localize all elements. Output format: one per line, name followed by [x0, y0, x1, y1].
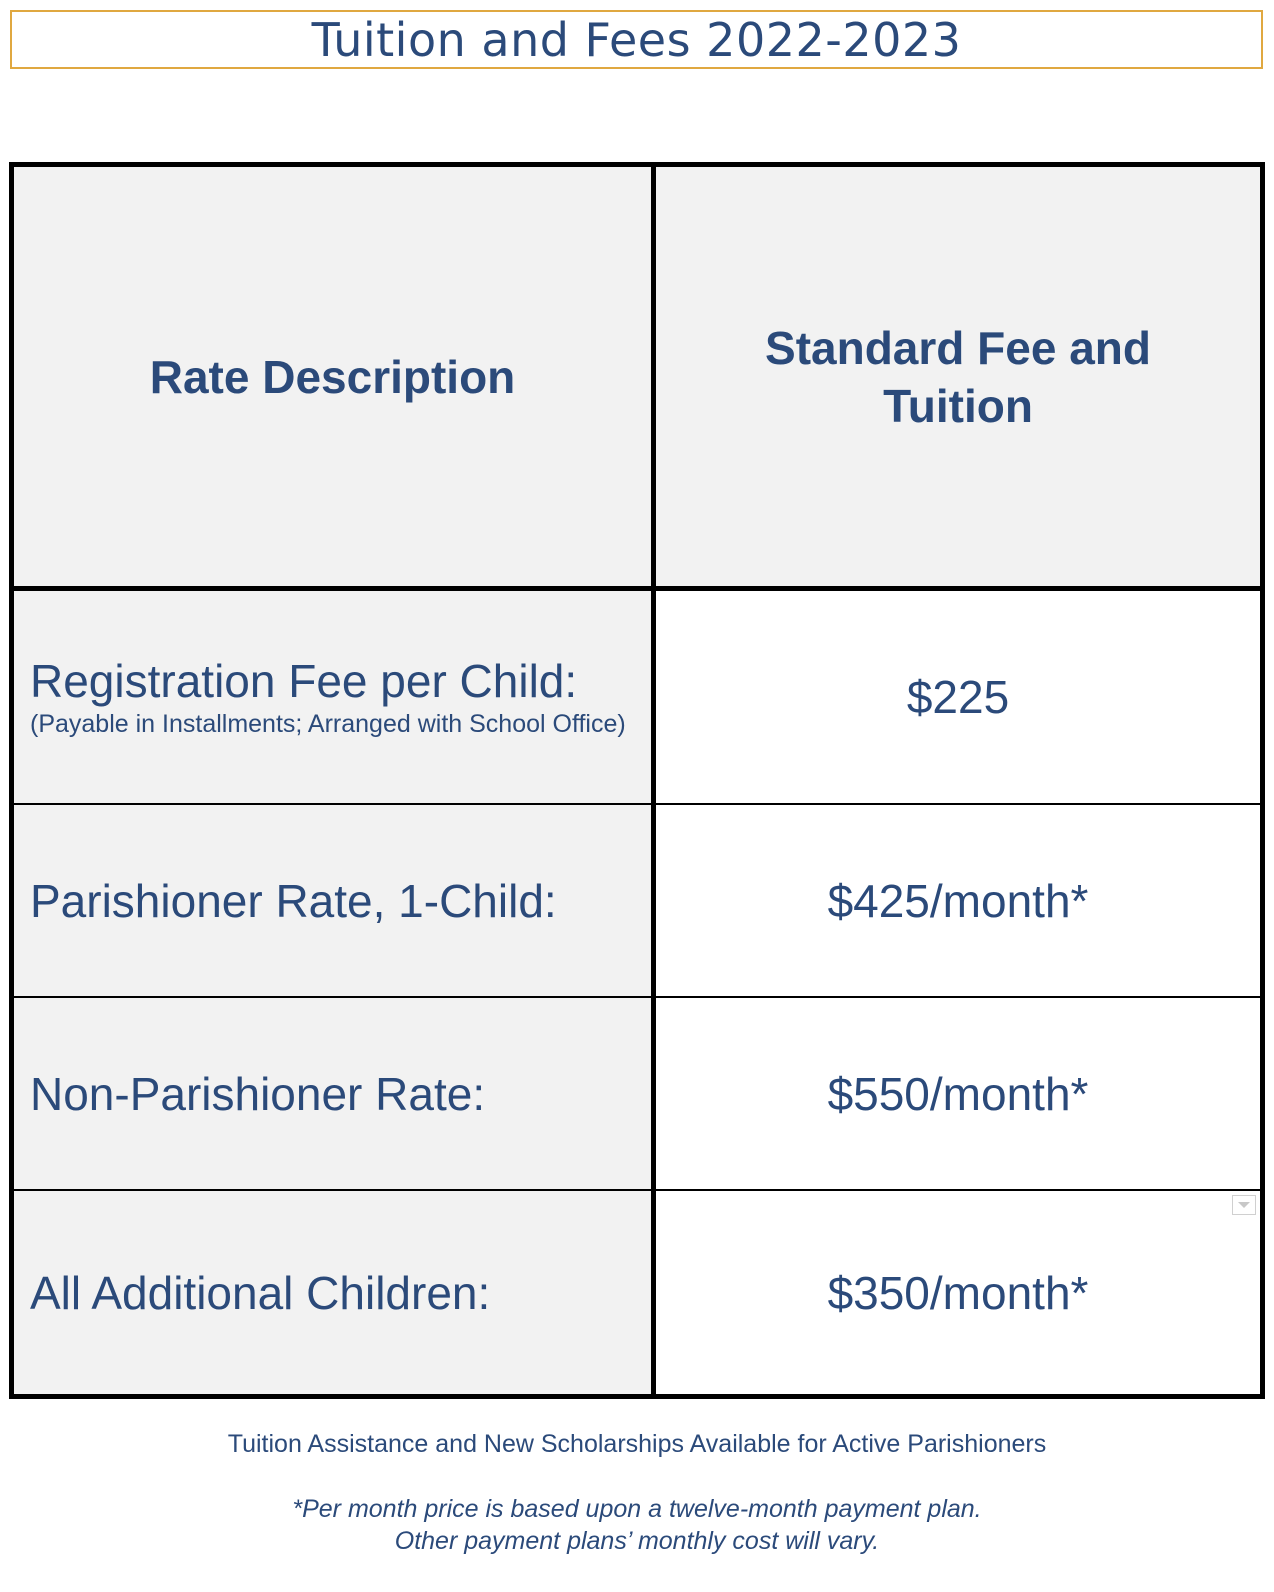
- table-row-registration-value: $225: [656, 591, 1260, 805]
- row-sublabel: (Payable in Installments; Arranged with School Office): [30, 709, 626, 738]
- table-row-non-parishioner-value: $550/month*: [656, 998, 1260, 1191]
- table-row-registration-label: [14, 591, 651, 805]
- payment-plan-note-line2: Other payment plans’ monthly cost will vary.: [394, 1527, 880, 1555]
- table-row-additional-label: All Additional Children:: [14, 1191, 651, 1394]
- header-standard-fee: Standard Fee and Tuition: [656, 167, 1260, 591]
- table-row-additional-cell: [656, 1191, 1260, 1394]
- fee-table: [9, 162, 1265, 1399]
- payment-plan-note-line1: *Per month price is based upon a twelve-month payment plan.: [292, 1495, 982, 1523]
- table-row-additional-value: $350/month*: [827, 1266, 1089, 1319]
- assistance-note: Tuition Assistance and New Scholarships Available for Active Parishioners: [227, 1430, 1047, 1458]
- table-row-non-parishioner-label: Non-Parishioner Rate:: [14, 998, 651, 1191]
- table-row-parishioner-label: Parishioner Rate, 1-Child:: [14, 805, 651, 998]
- table-row-parishioner-value: $425/month*: [656, 805, 1260, 998]
- payment-plan-note: [0, 1493, 1274, 1557]
- page-title: Tuition and Fees 2022-2023: [10, 10, 1263, 69]
- chevron-down-icon[interactable]: [1232, 1195, 1256, 1215]
- header-rate-description: Rate Description: [14, 167, 651, 591]
- row-label: Registration Fee per Child:: [30, 654, 578, 707]
